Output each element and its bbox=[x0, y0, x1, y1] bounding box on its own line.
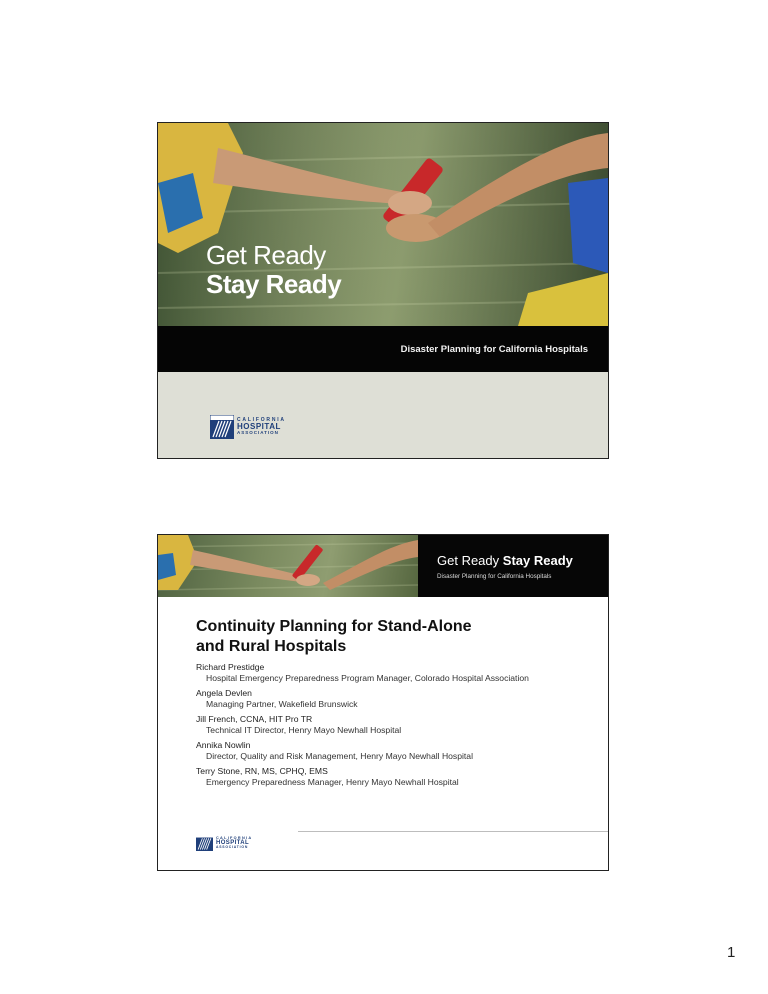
relay-baton-photo bbox=[158, 123, 608, 326]
logo-line-3: ASSOCIATION bbox=[216, 844, 249, 849]
brand-stay-ready: Stay Ready bbox=[502, 553, 573, 568]
footer-divider bbox=[298, 831, 608, 832]
title-get-ready: Get Ready bbox=[206, 240, 326, 270]
title-slide bbox=[157, 122, 609, 459]
presenter-role: Director, Quality and Risk Management, Henry Mayo Newhall Hospital bbox=[206, 751, 473, 761]
slide-title bbox=[196, 617, 556, 657]
presenter-name: Richard Prestidge bbox=[196, 662, 265, 672]
cha-logo-icon bbox=[196, 834, 213, 851]
header-relay-photo bbox=[158, 535, 418, 597]
presenters-slide bbox=[157, 534, 609, 871]
brand-subtitle: Disaster Planning for California Hospitals bbox=[437, 573, 552, 580]
brand-get-ready: Get Ready bbox=[437, 553, 500, 568]
presenter-name: Terry Stone, RN, MS, CPHQ, EMS bbox=[196, 766, 328, 776]
subtitle: Disaster Planning for California Hospitals bbox=[400, 344, 588, 355]
presenter-item bbox=[196, 766, 586, 787]
header-relay-illustration bbox=[158, 535, 418, 597]
logo-line-2: HOSPITAL bbox=[216, 839, 250, 846]
presenter-name: Jill French, CCNA, HIT Pro TR bbox=[196, 714, 313, 724]
cha-logo-icon bbox=[210, 415, 234, 439]
logo-line-1: CALIFORNIA bbox=[216, 835, 253, 840]
presenter-item bbox=[196, 740, 586, 761]
logo-line-2: HOSPITAL bbox=[237, 422, 281, 432]
slide-title-line-2: and Rural Hospitals bbox=[196, 638, 347, 655]
presenter-role: Hospital Emergency Preparedness Program Manager, Colorado Hospital Association bbox=[206, 673, 529, 683]
cha-logo-text bbox=[237, 418, 286, 436]
logo-line-3: ASSOCIATION bbox=[237, 430, 279, 436]
title-stay-ready: Stay Ready bbox=[206, 269, 342, 299]
presenter-item bbox=[196, 714, 586, 735]
cha-logo bbox=[196, 834, 252, 851]
presenter-name: Annika Nowlin bbox=[196, 740, 251, 750]
brand-title bbox=[437, 553, 573, 568]
page-number: 1 bbox=[727, 944, 736, 961]
cha-logo-text bbox=[216, 836, 252, 850]
slide-title-line-1: Continuity Planning for Stand-Alone bbox=[196, 618, 472, 635]
presenter-list bbox=[196, 662, 586, 792]
presenter-name: Angela Devlen bbox=[196, 688, 252, 698]
presenter-role: Emergency Preparedness Manager, Henry Mayo Newhall Hospital bbox=[206, 777, 459, 787]
cha-logo bbox=[210, 415, 286, 439]
presenter-role: Technical IT Director, Henry Mayo Newhall Hospital bbox=[206, 725, 402, 735]
logo-line-1: CALIFORNIA bbox=[237, 416, 286, 423]
presenter-item bbox=[196, 662, 586, 683]
presenter-role: Managing Partner, Wakefield Brunswick bbox=[206, 699, 358, 709]
presenter-item bbox=[196, 688, 586, 709]
